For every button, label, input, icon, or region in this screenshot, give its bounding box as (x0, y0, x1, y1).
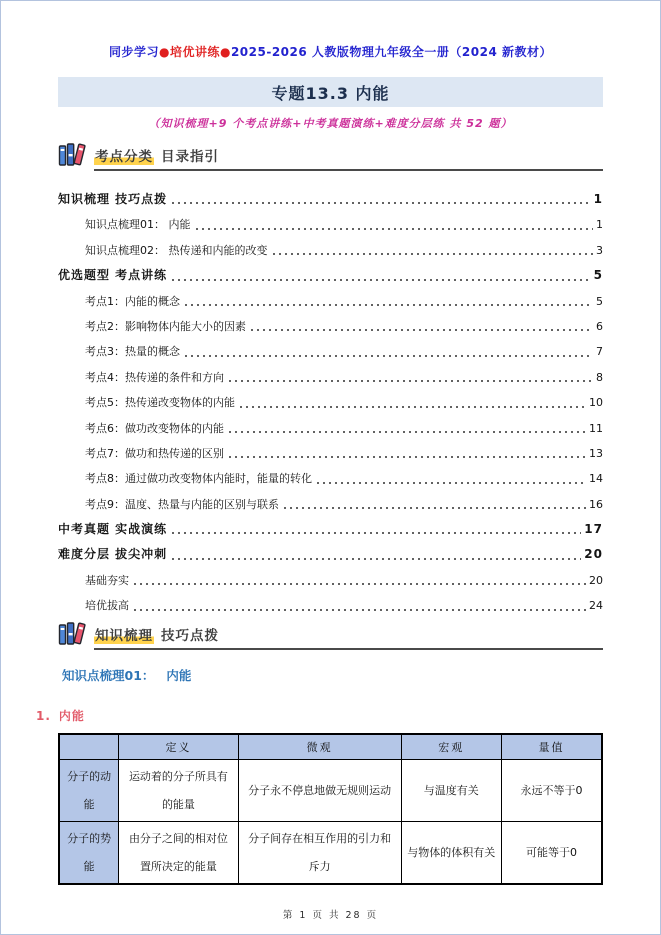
toc-item-label: 考点6：做功改变物体的内能 (85, 421, 224, 435)
table-row (59, 822, 602, 885)
doc-title-bar (58, 77, 603, 107)
section-title-knowledge (94, 628, 603, 650)
section-title-toc (94, 149, 603, 171)
toc-item[interactable] (58, 385, 603, 410)
toc-item[interactable] (58, 512, 603, 537)
toc-item-page: 5 (593, 267, 603, 282)
section-header-knowledge (58, 621, 603, 650)
doc-title: 专题13.3 内能 (271, 83, 390, 103)
toc-leader-dots (227, 425, 586, 436)
section-title-rest: 目录指引 (161, 149, 219, 166)
toc-leader-dots (132, 603, 586, 614)
toc-item-page: 1 (596, 218, 603, 232)
toc-leader-dots (183, 298, 593, 309)
toc-item-page: 24 (589, 599, 603, 613)
table-row-label: 分子的势能 (59, 822, 119, 885)
books-icon (58, 621, 88, 650)
toc-item-page: 20 (589, 573, 603, 587)
table-header-row (59, 734, 602, 760)
table-body (59, 760, 602, 885)
table-row-label: 分子的动能 (59, 760, 119, 822)
toc-item-label: 考点1：内能的概念 (85, 294, 180, 308)
toc-leader-dots (227, 450, 586, 461)
toc-item-page: 10 (589, 396, 603, 410)
header-series-text: 同步学习 (108, 45, 159, 59)
table-header-cell: 量值 (502, 734, 602, 760)
toc-item[interactable] (58, 537, 603, 562)
toc-leader-dots (271, 247, 594, 258)
toc-leader-dots (249, 323, 593, 334)
table-cell: 与温度有关 (401, 760, 501, 822)
toc-item-label: 考点3：热量的概念 (85, 345, 180, 359)
toc-item[interactable] (58, 258, 603, 283)
item-number: 1. (36, 708, 51, 723)
toc-item[interactable] (58, 334, 603, 359)
table-header-cell: 定义 (119, 734, 238, 760)
table-cell: 分子永不停息地做无规则运动 (238, 760, 401, 822)
toc-item-page: 13 (589, 446, 603, 460)
table-cell: 与物体的体积有关 (401, 822, 501, 885)
section-title-rest: 技巧点拨 (161, 628, 219, 645)
toc-item[interactable] (58, 588, 603, 613)
table-header-cell (59, 734, 119, 760)
toc-item-label: 考点5：热传递改变物体的内能 (85, 396, 235, 410)
toc-item-label: 知识点梳理01： 内能 (85, 218, 191, 232)
toc-item-label: 优选题型 考点讲练 (58, 267, 168, 282)
header-edition-text: 2025-2026 人教版物理九年级全一册（2024 新教材） (230, 45, 552, 59)
toc-leader-dots (238, 400, 586, 411)
toc-item-page: 8 (596, 370, 603, 384)
toc-item-page: 5 (596, 294, 603, 308)
toc-item-label: 考点7：做功和热传递的区别 (85, 446, 224, 460)
knowledge-point-heading (58, 666, 603, 684)
toc-leader-dots (170, 525, 581, 537)
toc-item[interactable] (58, 360, 603, 385)
table-header-cell: 宏观 (401, 734, 501, 760)
toc-item-page: 14 (589, 472, 603, 486)
table-row (59, 760, 602, 822)
table-cell: 分子间存在相互作用的引力和斥力 (238, 822, 401, 885)
toc-leader-dots (170, 195, 590, 207)
toc-item[interactable] (58, 284, 603, 309)
toc-item-label: 知识点梳理02： 热传递和内能的改变 (85, 243, 268, 257)
section-title-highlighted: 知识梳理 (95, 628, 153, 645)
toc-leader-dots (227, 374, 593, 385)
internal-energy-table (58, 733, 603, 886)
toc-leader-dots (315, 476, 586, 487)
doc-subtitle: （知识梳理+9 个考点讲练+中考真题演练+难度分层练 共 52 题） (148, 117, 513, 130)
table-cell: 永远不等于0 (502, 760, 602, 822)
toc-item-page: 1 (593, 191, 603, 206)
knowledge-point-title: 内能 (166, 667, 192, 683)
toc-item[interactable] (58, 309, 603, 334)
item-title-text: 内能 (58, 708, 85, 723)
toc-item-label: 基础夯实 (85, 573, 129, 587)
toc-item[interactable] (58, 182, 603, 207)
toc-item-label: 考点2：影响物体内能大小的因素 (85, 319, 246, 333)
toc-item-page: 16 (589, 497, 603, 511)
toc-item[interactable] (58, 487, 603, 512)
toc-item-page: 20 (584, 547, 603, 562)
toc-list (58, 182, 603, 614)
knowledge-point-label: 知识点梳理01： (62, 667, 155, 683)
toc-leader-dots (282, 501, 586, 512)
toc-leader-dots (132, 577, 586, 588)
page-footer: 第 1 页 共 28 页 (282, 910, 379, 922)
toc-item-page: 6 (596, 319, 603, 333)
toc-item-page: 17 (584, 521, 603, 536)
header-brand-text: ●培优讲练● (159, 45, 231, 59)
doc-running-head (58, 43, 603, 60)
toc-leader-dots (183, 349, 593, 360)
toc-item[interactable] (58, 411, 603, 436)
toc-item-label: 难度分层 拔尖冲刺 (58, 547, 168, 562)
toc-item-page: 7 (596, 345, 603, 359)
table-head (59, 734, 602, 760)
toc-item-label: 考点9：温度、热量与内能的区别与联系 (85, 497, 279, 511)
toc-item-page: 11 (589, 421, 603, 435)
toc-item-label: 培优拔高 (85, 599, 129, 613)
table-cell: 可能等于0 (502, 822, 602, 885)
toc-item[interactable] (58, 461, 603, 486)
section-title-highlighted: 考点分类 (95, 149, 153, 166)
item-1-heading (36, 707, 603, 724)
toc-item[interactable] (58, 563, 603, 588)
toc-item[interactable] (58, 207, 603, 232)
table-header-cell: 微观 (238, 734, 401, 760)
toc-item-label: 中考真题 实战演练 (58, 521, 168, 536)
toc-item-label: 考点8：通过做功改变物体内能时，能量的转化 (85, 472, 312, 486)
books-icon (58, 142, 88, 171)
toc-item-label: 知识梳理 技巧点拨 (58, 191, 168, 206)
toc-leader-dots (170, 551, 581, 563)
toc-item[interactable] (58, 436, 603, 461)
toc-leader-dots (170, 272, 590, 284)
section-header-toc (58, 142, 603, 171)
toc-leader-dots (194, 222, 594, 233)
toc-item-page: 3 (596, 243, 603, 257)
toc-item-label: 考点4：热传递的条件和方向 (85, 370, 224, 384)
table-cell: 运动着的分子所具有的能量 (119, 760, 238, 822)
toc-item[interactable] (58, 233, 603, 258)
table-cell: 由分子之间的相对位置所决定的能量 (119, 822, 238, 885)
